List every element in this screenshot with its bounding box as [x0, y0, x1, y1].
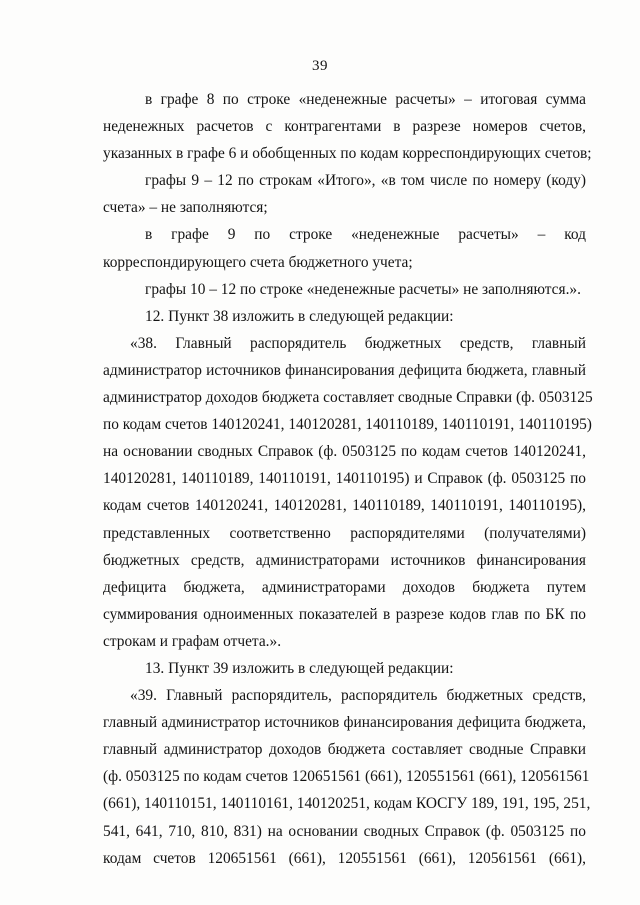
text-line: кодам счетов 120651561 (661), 120551561 (661), 120561561 (661), [103, 849, 586, 867]
text-line: представленных соответственно распорядителями (получателями) [103, 524, 586, 542]
document-body [103, 86, 593, 872]
text-line: по кодам счетов 140120241, 140120281, 140110189, 140110191, 140110195) [103, 416, 592, 434]
text-line: 13. Пункт 39 изложить в следующей редакции: [145, 659, 454, 677]
paragraph [103, 221, 586, 275]
text-line: графы 9 – 12 по строкам «Итого», «в том числе по номеру (коду) [145, 172, 586, 190]
text-line: администратор источников финансирования дефицита бюджета, главный [103, 361, 586, 379]
text-line: бюджетных средств, администраторами источников финансирования [103, 551, 586, 569]
text-line: указанных в графе 6 и обобщенных по кодам корреспондирующих счетов; [103, 145, 592, 163]
text-line: 12. Пункт 38 изложить в следующей редакции: [145, 307, 454, 325]
text-line: в графе 9 по строке «неденежные расчеты» – код [145, 226, 586, 244]
text-line: корреспондирующего счета бюджетного учета; [103, 253, 413, 271]
text-line: главный администратор доходов бюджета составляет сводные Справки [103, 741, 586, 759]
paragraph [103, 682, 591, 872]
paragraph [103, 330, 593, 655]
text-line: счета» – не заполняются; [103, 199, 268, 217]
text-line: графы 10 – 12 по строке «неденежные расчеты» не заполняются.». [145, 280, 581, 298]
text-line: (ф. 0503125 по кодам счетов 120651561 (661), 120551561 (661), 120561561 [103, 768, 590, 786]
text-line: на основании сводных Справок (ф. 0503125 по кодам счетов 140120241, [103, 443, 586, 461]
text-line: дефицита бюджета, администраторами доходов бюджета путем [103, 578, 586, 596]
text-line: главный администратор источников финансирования дефицита бюджета, [103, 714, 586, 732]
text-line: кодам счетов 140120241, 140120281, 140110189, 140110191, 140110195), [103, 497, 586, 515]
paragraph [103, 276, 586, 303]
paragraph [103, 86, 592, 167]
text-line: «39. Главный распорядитель, распорядитель бюджетных средств, [130, 687, 586, 705]
text-line: суммирования одноименных показателей в разрезе кодов глав по БК по [103, 605, 586, 623]
text-line: неденежных расчетов с контрагентами в разрезе номеров счетов, [103, 118, 586, 136]
paragraph [103, 303, 586, 330]
paragraph [103, 167, 586, 221]
text-line: «38. Главный распорядитель бюджетных средств, главный [130, 334, 586, 352]
text-line: администратор доходов бюджета составляет сводные Справки (ф. 0503125 [103, 389, 593, 407]
text-line: (661), 140110151, 140110161, 140120251, кодам КОСГУ 189, 191, 195, 251, [103, 795, 591, 813]
text-line: 140120281, 140110189, 140110191, 140110195) и Справок (ф. 0503125 по [103, 470, 586, 488]
paragraph [103, 655, 586, 682]
text-line: строкам и графам отчета.». [103, 632, 282, 650]
page-number: 39 [312, 58, 328, 74]
text-line: 541, 641, 710, 810, 831) на основании сводных Справок (ф. 0503125 по [103, 822, 586, 840]
text-line: в графе 8 по строке «неденежные расчеты» – итоговая сумма [145, 91, 586, 108]
